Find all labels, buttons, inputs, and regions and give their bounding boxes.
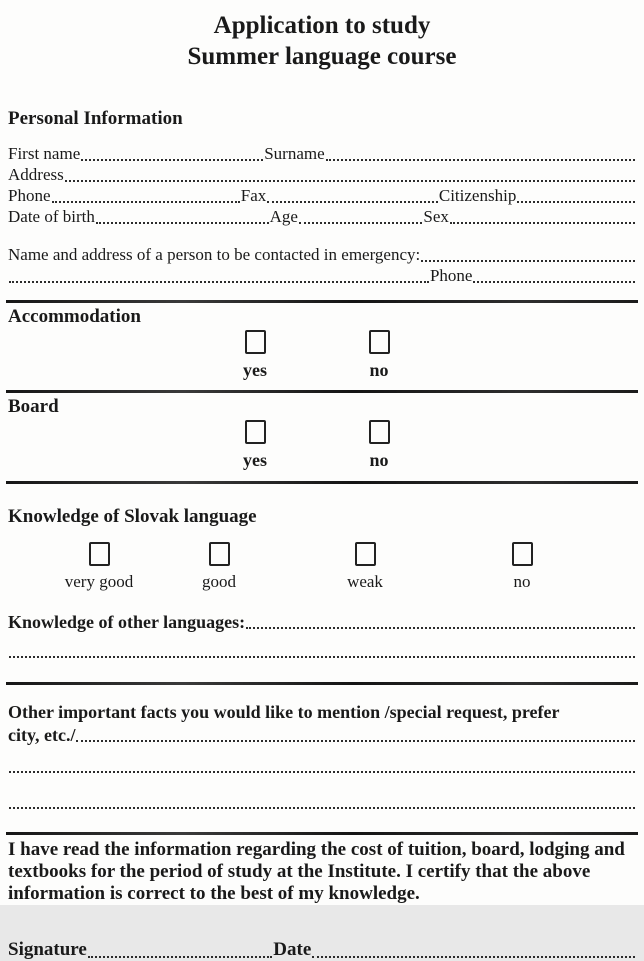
- other-languages-field: [246, 627, 635, 629]
- surname-label: Surname: [264, 144, 325, 163]
- row-phone-fax-citizenship: [8, 186, 636, 206]
- personal-information-heading: Personal Information: [8, 108, 183, 129]
- surname-field: [326, 159, 635, 161]
- emergency-contact-field: [421, 260, 635, 262]
- date-of-birth-label: Date of birth: [8, 207, 95, 226]
- checkbox-board-no[interactable]: [369, 420, 390, 444]
- other-facts-block: [8, 701, 636, 745]
- slovak-option-very-good: [59, 542, 139, 592]
- slovak-no-label: no: [513, 572, 531, 591]
- address-label: Address: [8, 165, 64, 184]
- checkbox-slovak-no[interactable]: [512, 542, 533, 566]
- checkbox-slovak-very-good[interactable]: [89, 542, 110, 566]
- date-label: Date: [273, 939, 312, 960]
- emergency-phone-field: [473, 281, 635, 283]
- phone-label: Phone: [8, 186, 51, 205]
- checkbox-board-yes[interactable]: [245, 420, 266, 444]
- age-label: Age: [269, 207, 298, 226]
- checkbox-slovak-weak[interactable]: [355, 542, 376, 566]
- age-field: [299, 222, 422, 224]
- row-emergency-contact: [8, 245, 636, 265]
- accommodation-option-yes: [225, 330, 285, 380]
- other-facts-field-line2: [9, 757, 635, 773]
- accommodation-heading: Accommodation: [8, 306, 141, 327]
- other-facts-line1: Other important facts you would like to mention /special request, prefer: [8, 702, 560, 722]
- checkbox-slovak-good[interactable]: [209, 542, 230, 566]
- row-emergency-phone: [8, 266, 636, 286]
- first-name-field: [81, 159, 263, 161]
- slovak-weak-label: weak: [347, 572, 383, 591]
- divider: [6, 832, 638, 835]
- date-of-birth-field: [96, 222, 269, 224]
- other-languages-label: Knowledge of other languages:: [8, 612, 246, 632]
- emergency-contact-block: [8, 245, 636, 286]
- slovak-option-weak: [325, 542, 405, 592]
- declaration-text: I have read the information regarding the cost of tuition, board, lodging and textbooks for the period of study at the Institute. I certify that the above information is correct to the best of my knowledge.: [8, 839, 625, 904]
- divider: [6, 300, 638, 303]
- board-yes-label: yes: [243, 450, 267, 470]
- other-languages-field-line2: [9, 642, 635, 658]
- other-facts-field: [76, 740, 635, 742]
- first-name-label: First name: [8, 144, 81, 163]
- phone-field: [52, 201, 240, 203]
- divider: [6, 682, 638, 685]
- divider: [6, 481, 638, 484]
- slovak-option-no: [482, 542, 562, 592]
- form-title: [8, 10, 636, 72]
- other-facts-field-line3: [9, 793, 635, 809]
- personal-fields: [8, 144, 636, 227]
- emergency-contact-label: Name and address of a person to be contacted in emergency:: [8, 245, 421, 264]
- sex-field: [450, 222, 635, 224]
- slovak-option-good: [179, 542, 259, 592]
- emergency-address-field: [9, 281, 429, 283]
- emergency-phone-label: Phone: [429, 266, 473, 285]
- sex-label: Sex: [423, 207, 449, 226]
- row-other-facts: [8, 725, 636, 745]
- board-option-yes: [225, 420, 285, 470]
- form-title-line2: Summer language course: [187, 43, 457, 70]
- accommodation-options: [225, 330, 636, 380]
- slovak-knowledge-heading: Knowledge of Slovak language: [8, 506, 257, 527]
- date-field: [312, 956, 635, 958]
- checkbox-accommodation-yes[interactable]: [245, 330, 266, 354]
- address-field: [65, 180, 635, 182]
- slovak-knowledge-options: [8, 542, 636, 592]
- citizenship-field: [517, 201, 635, 203]
- accommodation-yes-label: yes: [243, 360, 267, 380]
- row-other-languages: [8, 612, 636, 632]
- form-title-line1: Application to study: [213, 12, 431, 39]
- citizenship-label: Citizenship: [438, 186, 517, 205]
- slovak-very-good-label: very good: [64, 572, 134, 591]
- signature-label: Signature: [8, 939, 87, 960]
- fax-field: [267, 201, 438, 203]
- row-signature-date: [8, 939, 636, 961]
- signature-field: [88, 956, 272, 958]
- slovak-good-label: good: [202, 572, 236, 591]
- other-facts-city-label: city, etc./: [8, 725, 76, 745]
- fax-label: Fax: [240, 186, 267, 205]
- row-address: [8, 165, 636, 185]
- board-heading: Board: [8, 396, 59, 417]
- accommodation-option-no: [349, 330, 409, 380]
- board-no-label: no: [369, 450, 389, 470]
- accommodation-no-label: no: [369, 360, 389, 380]
- divider: [6, 390, 638, 393]
- row-firstname-surname: [8, 144, 636, 164]
- board-option-no: [349, 420, 409, 470]
- checkbox-accommodation-no[interactable]: [369, 330, 390, 354]
- board-options: [225, 420, 636, 470]
- row-dob-age-sex: [8, 207, 636, 227]
